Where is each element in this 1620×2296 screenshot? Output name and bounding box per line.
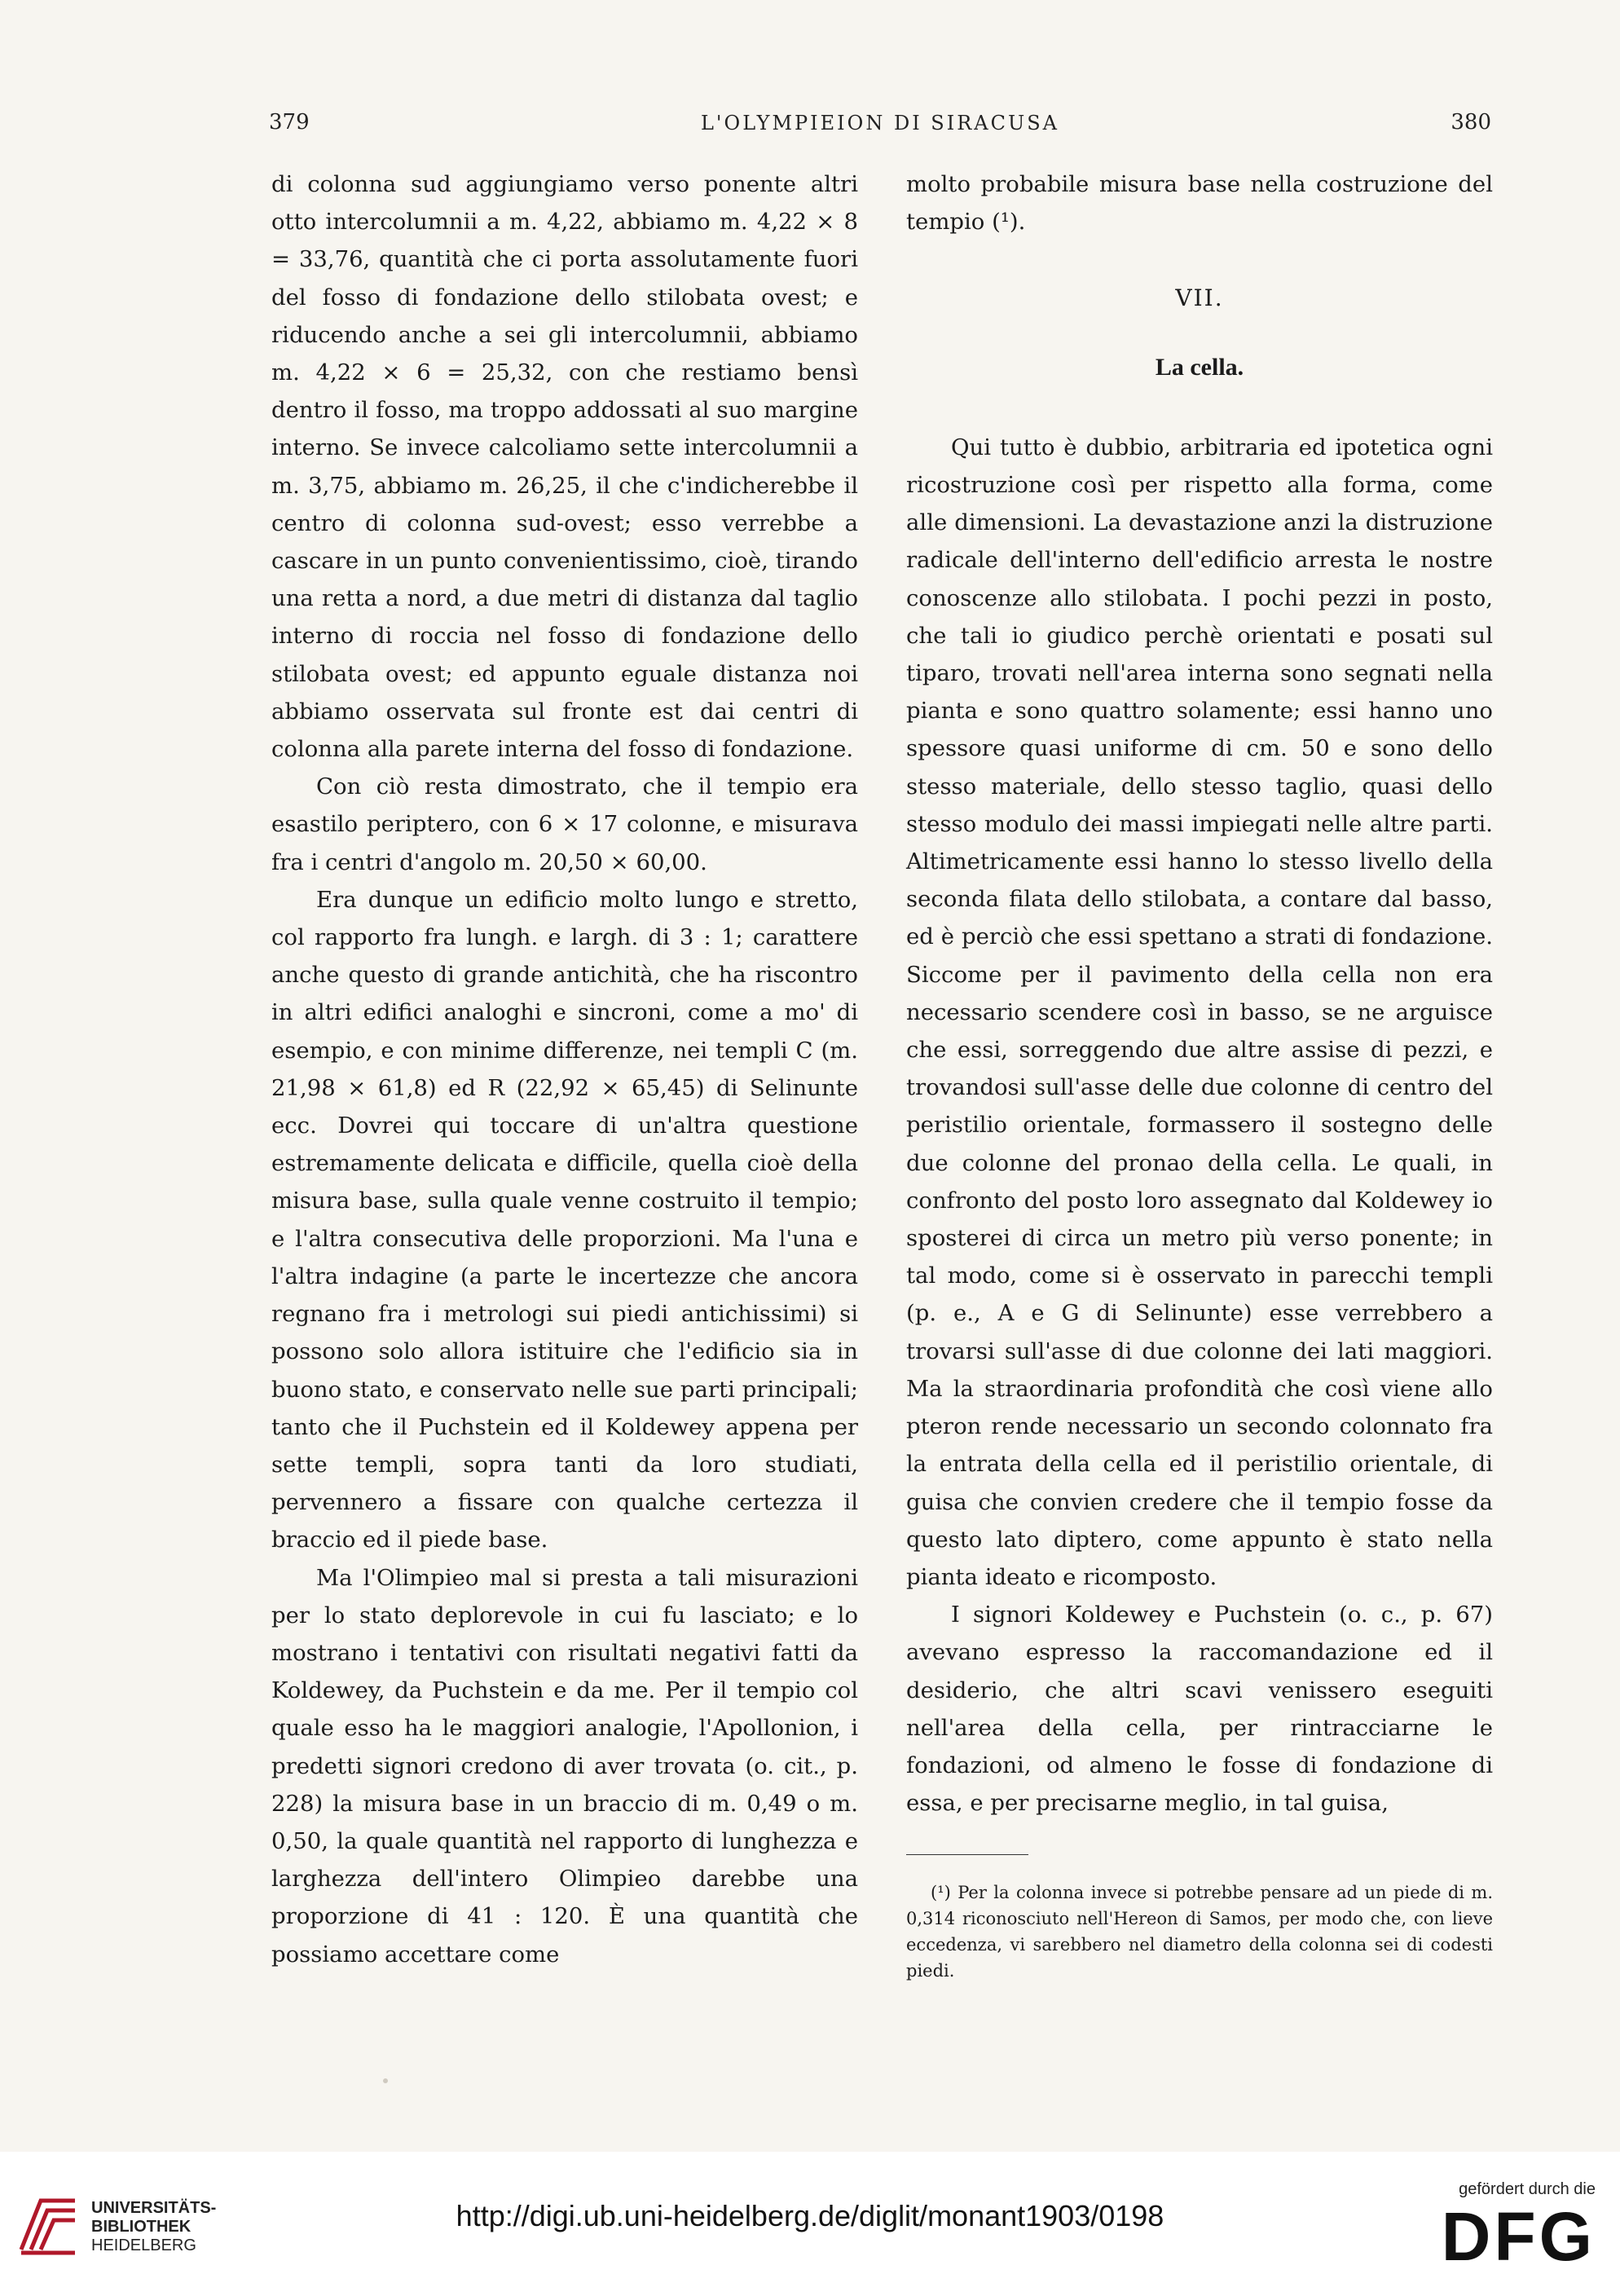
- left-column: [271, 165, 858, 1973]
- paragraph: Qui tutto è dubbio, arbitraria ed ipotetica ogni ricostruzione così per rispetto alla forma, come alle dimensioni. La devastazione anzi la distruzione radicale dell'interno dell'edificio arresta le nostre conoscenze allo stilobata. I pochi pezzi in posto, che tali io giudico perchè orientati e posati sul tiparo, trovati nell'area interna sono segnati nella pianta e sono quattro solamente; essi hanno uno spessore quasi uniforme di cm. 50 e sono dello stesso materiale, dello stesso taglio, quasi dello stesso modulo dei massi impiegati nelle altre parti. Altimetricamente essi hanno lo stesso livello della seconda filata dello stilobata, a contare dal basso, ed è perciò che essi spettano a strati di fondazione. Siccome per il pavimento della cella non era necessario scendere così in basso, se ne arguisce che essi, sorreggendo due altre assise di pezzi, e trovandosi sull'asse delle due colonne di centro del peristilio orientale, formassero il sostegno delle due colonne del pronao della cella. Le quali, in confronto del posto loro assegnato dal Koldewey io sposterei di circa un metro più verso ponente; in tal modo, come si è osservato in parecchi templi (p. e., A e G di Selinunte) esse verrebbero a trovarsi sull'asse di due colonne dei lati maggiori. Ma la straordinaria profondità che così viene allo pteron rende necessario un secondo colonnato fra la entrata della cella ed il peristilio orientale, di guisa che convien credere che il tempio fosse da questo lato diptero, come appunto è stato nella pianta ideato e ricomposto.: [906, 434, 1493, 1590]
- dfg-logo-icon: DFG: [1441, 2198, 1596, 2275]
- paragraph: molto probabile misura base nella costruzione del tempio (¹).: [906, 171, 1493, 236]
- section-title: La cella.: [1155, 353, 1244, 381]
- library-line: BIBLIOTHEK: [91, 2218, 191, 2236]
- page-number-left: 379: [269, 110, 310, 134]
- paragraph: Con ciò resta dimostrato, che il tempio era esastilo periptero, con 6 × 17 colonne, e misurava fra i centri d'angolo m. 20,50 × 60,00.: [271, 773, 858, 875]
- page-header: [269, 110, 1491, 143]
- permalink-url[interactable]: http://digi.ub.uni-heidelberg.de/diglit/monant1903/0198: [456, 2199, 1164, 2232]
- viewer-footer: [0, 2152, 1620, 2296]
- library-line: HEIDELBERG: [91, 2237, 196, 2254]
- running-title: L'OLYMPIEION DI SIRACUSA: [700, 112, 1059, 134]
- paragraph: I signori Koldewey e Puchstein (o. c., p. 67) avevano espresso la raccomandazione ed il desiderio, che altri scavi venissero eseguiti nell'area della cella, per rintracciarne le fondazioni, od almeno le fosse di fondazione di essa, e per precisarne meglio, in tal guisa,: [906, 1602, 1493, 1817]
- paragraph: Ma l'Olimpieo mal si presta a tali misurazioni per lo stato deplorevole in cui fu lasciato; e lo mostrano i tentativi con risultati negativi fatti da Koldewey, da Puchstein e da me. Per il tempio col quale esso ha le maggiori analogie, l'Apollonion, i predetti signori credono di aver trovata (o. cit., p. 228) la misura base in un braccio di m. 0,49 o m. 0,50, la quale quantità nel rapporto di lunghezza e larghezza dell'intero Olimpieo darebbe una proporzione di 41 : 120. È una quantità che possiamo accettare come: [271, 1564, 858, 1968]
- footnote: (¹) Per la colonna invece si potrebbe pensare ad un piede di m. 0,314 riconosciuto nell'Hereon di Samos, per modo che, con lieve eccedenza, vi sarebbero nel diametro della colonna sei di codesti piedi.: [906, 1883, 1493, 1981]
- sponsor-caption: gefördert durch die: [1459, 2180, 1596, 2198]
- page-number-right: 380: [1451, 110, 1491, 134]
- paragraph: Era dunque un edificio molto lungo e stretto, col rapporto fra lungh. e largh. di 3 : 1; carattere anche questo di grande antichità, che ha riscontro in altri edifici analoghi e sincroni, come a mo' di esempio, e con minime differenze, nei templi C (m. 21,98 × 61,8) ed R (22,92 × 65,45) di Selinunte ecc. Dovrei qui toccare di un'altra questione estremamente delicata e difficile, quella cioè della misura base, sulla quale venne costruito il tempio; e l'altra consecutiva delle proporzioni. Ma l'una e l'altra indagine (a parte le incertezze che ancora regnano fra i metrologi sui piedi antichissimi) si possono solo allora istituire che l'edificio sia in buono stato, e conservato nelle sue parti principali; tanto che il Puchstein ed il Koldewey appena per sette templi, sopra tanti da loro studiati, pervennero a fissare con qualche certezza il braccio ed il piede base.: [271, 886, 858, 1553]
- library-line: UNIVERSITÄTS-: [91, 2199, 217, 2217]
- paper-speck: [383, 2078, 388, 2083]
- right-column: [906, 165, 1493, 1984]
- paragraph: di colonna sud aggiungiamo verso ponente altri otto intercolumnii a m. 4,22, abbiamo m. 4,22 × 8 = 33,76, quantità che ci porta assolutamente fuori del fosso di fondazione dello stilobata ovest; e riducendo anche a sei gli intercolumnii, abbiamo m. 4,22 × 6 = 25,32, con che restiamo bensì dentro il fosso, ma troppo addossati al suo margine interno. Se invece calcoliamo sette intercolumnii a m. 3,75, abbiamo m. 26,25, il che c'indicherebbe il centro di colonna sud-ovest; esso verrebbe a cascare in un punto convenientissimo, cioè, tirando una retta a nord, a due metri di distanza dal taglio interno di roccia nel fosso di fondazione dello stilobata ovest; ed appunto eguale distanza noi abbiamo osservata sul fronte est dai centri di colonna alla parete interna del fosso di fondazione.: [271, 171, 858, 763]
- sponsor-logo[interactable]: [1416, 2180, 1596, 2278]
- footnote-divider: [906, 1854, 1028, 1855]
- section-number: VII.: [1175, 284, 1224, 312]
